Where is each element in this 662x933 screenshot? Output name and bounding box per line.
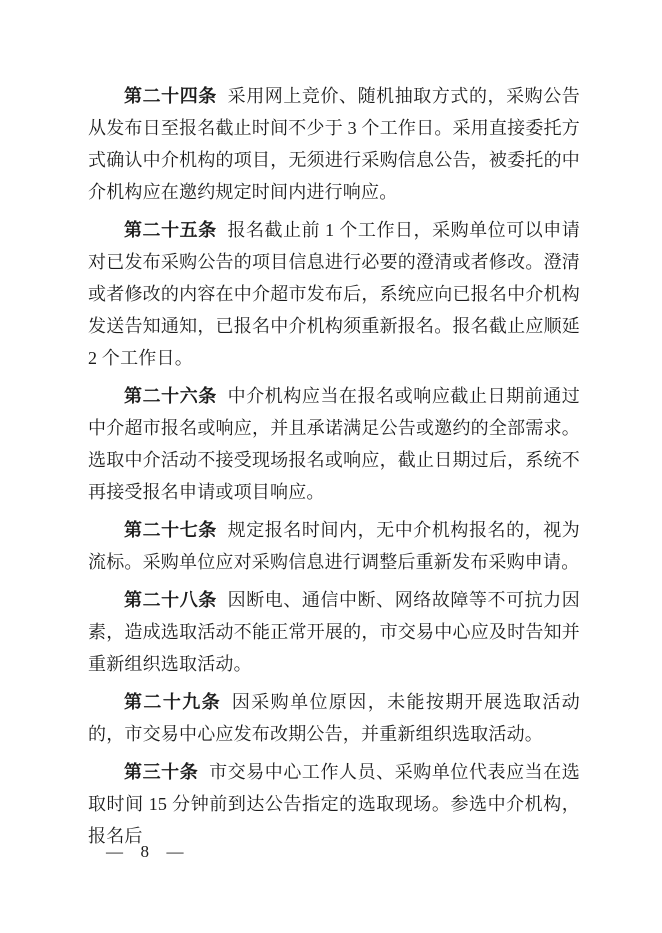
article-28-text: 因断电、通信中断、网络故障等不可抗力因素，造成选取活动不能正常开展的，市交易中心应及时告知并重新组织选取活动。 (88, 590, 580, 674)
article-30-heading: 第三十条 (124, 762, 199, 782)
article-29-text: 因采购单位原因，未能按期开展选取活动的，市交易中心应发布改期公告，并重新组织选取活动。 (88, 692, 580, 744)
article-27-heading: 第二十七条 (124, 520, 217, 540)
article-24-heading: 第二十四条 (124, 86, 217, 106)
page-number: — 8 — (106, 842, 187, 861)
article-25-heading: 第二十五条 (124, 220, 217, 240)
article-24-text: 采用网上竞价、随机抽取方式的，采购公告从发布日至报名截止时间不少于 3 个工作日。采用直接委托方式确认中介机构的项目，无须进行采购信息公告，被委托的中介机构应在邀约规定时间内进行响应。 (88, 86, 580, 202)
article-28-heading: 第二十八条 (124, 590, 217, 610)
paragraph-article-30 (88, 756, 580, 852)
paragraph-article-27 (88, 514, 580, 578)
document-body (88, 80, 580, 852)
paragraph-article-29 (88, 686, 580, 750)
article-25-text: 报名截止前 1 个工作日，采购单位可以申请对已发布采购公告的项目信息进行必要的澄清或者修改。澄清或者修改的内容在中介超市发布后，系统应向已报名中介机构发送告知通知，已报名中介机构须重新报名。报名截止应顺延 2 个工作日。 (88, 220, 581, 368)
paragraph-article-26 (88, 380, 580, 508)
paragraph-article-24 (88, 80, 580, 208)
article-26-heading: 第二十六条 (124, 386, 217, 406)
article-26-text: 中介机构应当在报名或响应截止日期前通过中介超市报名或响应，并且承诺满足公告或邀约的全部需求。选取中介活动不接受现场报名或响应，截止日期过后，系统不再接受报名申请或项目响应。 (88, 386, 580, 502)
paragraph-article-25 (88, 214, 580, 374)
article-29-heading: 第二十九条 (124, 692, 222, 712)
paragraph-article-28 (88, 584, 580, 680)
article-30-text: 市交易中心工作人员、采购单位代表应当在选取时间 15 分钟前到达公告指定的选取现场。参选中介机构，报名后 (88, 762, 580, 846)
article-27-text: 规定报名时间内，无中介机构报名的，视为流标。采购单位应对采购信息进行调整后重新发布采购申请。 (88, 520, 580, 572)
